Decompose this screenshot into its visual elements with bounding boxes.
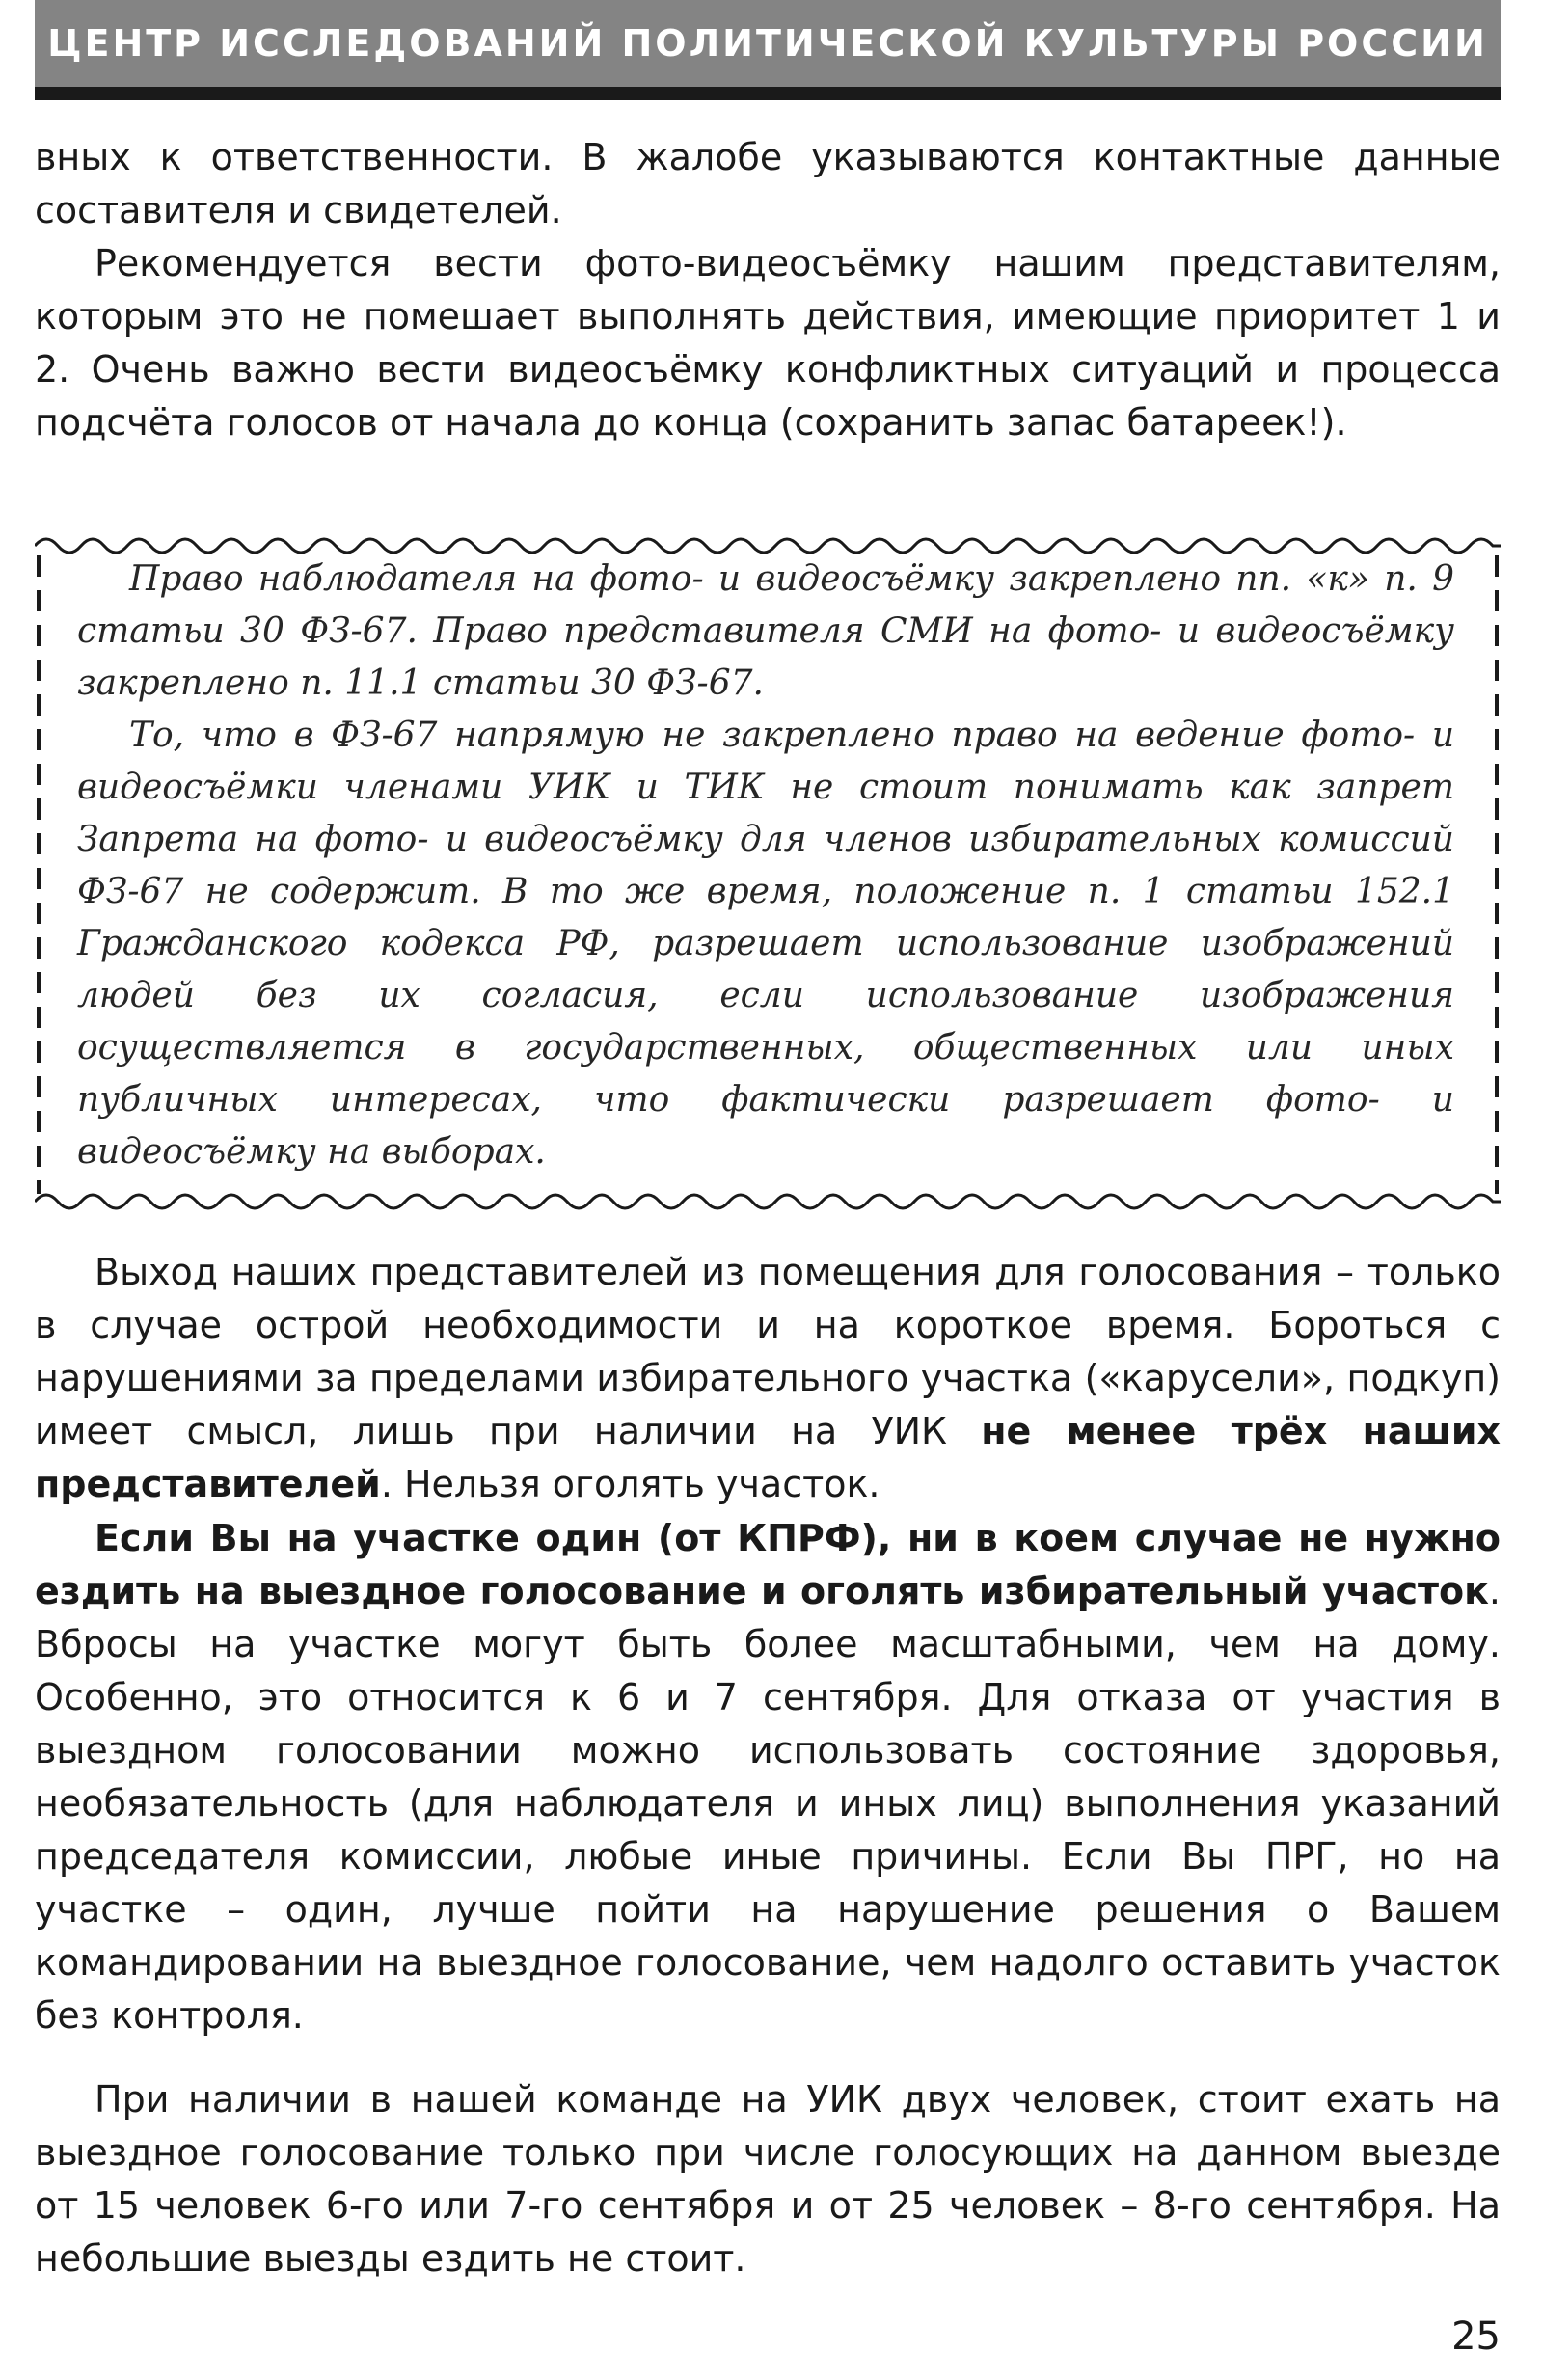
p4-bold-phrase: Если Вы на участке один (от КПРФ), ни в коем случае не нужно ездить на выездное голосование и оголять избирательный участок [35,1517,1501,1612]
paragraph-continuation: вных к ответственности. В жалобе указываются контактные данные составителя и свидетелей. [35,136,1501,231]
note-paragraph-rights: Право наблюдателя на фото- и видеосъёмку закреплено пп. «к» п. 9 статьи 30 ФЗ-67. Право представителя СМИ на фото- и видеосъёмку закреплено п. 11.1 статьи 30 ФЗ-67. [77,559,1454,703]
paragraph-photo-video: Рекомендуется вести фото-видеосъёмку нашим представителям, которым это не помешает выполнять действия, имеющие приоритет 1 и 2. Очень важно вести видеосъёмку конфликтных ситуаций и процесса подсчёта голосов от начала до конца (сохранить запас батареек!). [35,242,1501,444]
paragraph-two-people: При наличии в нашей команде на УИК двух человек, стоит ехать на выездное голосование только при числе голосующих на данном выезде от 15 человек 6-го или 7-го сентября и от 25 человек – 8-го сентября. На небольшие выезды ездить не стоит. [35,2078,1501,2280]
page-header [35,0,1501,100]
paragraph-alone-at-station [35,1512,1501,2042]
header-title: ЦЕНТР ИССЛЕДОВАНИЙ ПОЛИТИЧЕСКОЙ КУЛЬТУРЫ РОССИИ [47,22,1488,65]
note-text [77,554,1454,1178]
note-paragraph-members: То, что в ФЗ-67 напрямую не закреплено право на ведение фото- и видеосъёмки членами УИК и ТИК не стоит понимать как запрет Запрета на фото- и видеосъёмку для членов избирательных комиссий ФЗ-67 не содержит. В то же время, положение п. 1 статьи 152.1 Гражданского кодекса РФ, разрешает использование изображений людей без их согласия, если использование изображения осуществляется в государственных, общественных или иных публичных интересах, что фактически разрешает фото- и видеосъёмку на выборах. [77,716,1454,1172]
page-number: 25 [1451,2314,1501,2359]
paragraph-leaving-station [35,1246,1501,1511]
p3-text-start: Выход наших представителей из помещения для голосования – только в случае острой необходимости и на короткое время. Бороться с нарушениями за пределами избирательного участка («карусели», подкуп) имеет смысл, лишь при наличии на УИК [35,1251,1501,1452]
note-box [35,527,1501,1221]
p3-text-end: . Нельзя оголять участок. [380,1463,880,1505]
p4-text-rest: . Вбросы на участке могут быть более масштабными, чем на дому. Особенно, это относится к 6 и 7 сентября. Для отказа от участия в выездном голосовании можно использовать состояние здоровья, необязательность (для наблюдателя и иных лиц) выполнения указаний председателя комиссии, любые иные причины. Если Вы ПРГ, но на участке – один, лучше пойти на нарушение решения о Вашем командировании на выездное голосование, чем надолго оставить участок без контроля. [35,1570,1501,2037]
p3-bold-phrase: не менее трёх наших представителей [35,1410,1501,1505]
